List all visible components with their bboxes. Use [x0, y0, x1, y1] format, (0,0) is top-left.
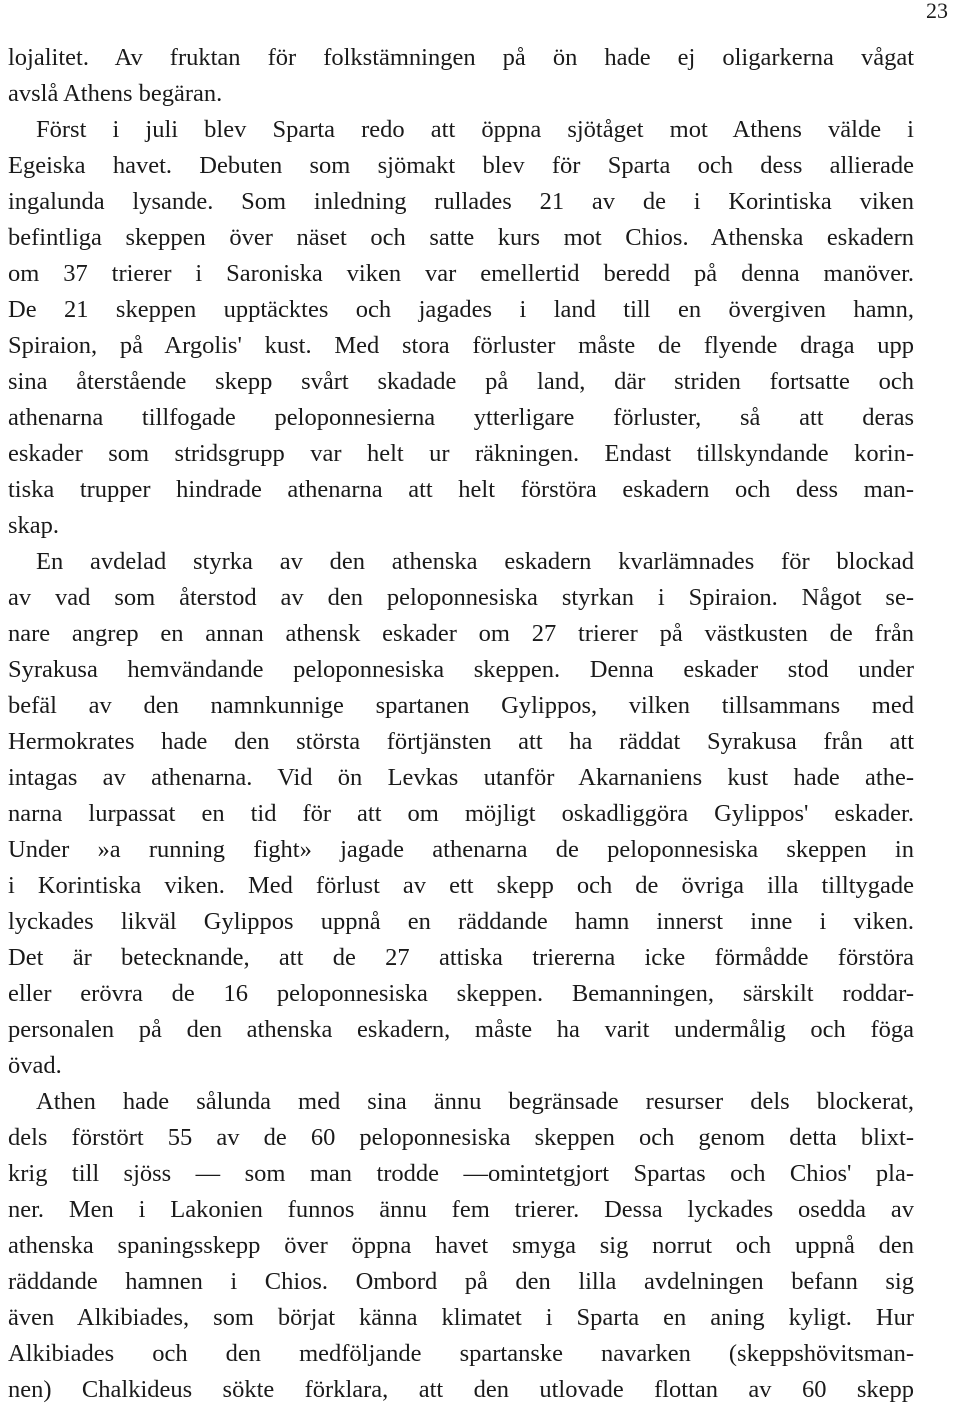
text-line: nen) Chalkideus sökte förklara, att den utlovade flottan av 60 skepp	[8, 1376, 914, 1403]
text-line: i Korintiska viken. Med förlust av ett skepp och de övriga illa tilltygade	[8, 872, 914, 899]
text-line: Under »a running fight» jagade athenarna de peloponnesiska skeppen in	[8, 836, 914, 863]
text-line: narna lurpassat en tid för att om möjligt oskadliggöra Gylippos' eskader.	[8, 800, 914, 827]
text-line: nare angrep en annan athensk eskader om 27 trierer på västkusten de från	[8, 620, 914, 647]
text-line: Alkibiades och den medföljande spartanske navarken (skeppshövitsman-	[8, 1340, 914, 1367]
text-line: av vad som återstod av den peloponnesiska styrkan i Spiraion. Något se-	[8, 584, 914, 611]
text-line: eskader som stridsgrupp var helt ur räkningen. Endast tillskyndande korin-	[8, 440, 914, 467]
text-line: Syrakusa hemvändande peloponnesiska skeppen. Denna eskader stod under	[8, 656, 914, 683]
text-line: Athen hade sålunda med sina ännu begränsade resurser dels blockerat,	[36, 1088, 914, 1115]
text-line: ner. Men i Lakonien funnos ännu fem trierer. Dessa lyckades osedda av	[8, 1196, 914, 1223]
text-line: befintliga skeppen över näset och satte kurs mot Chios. Athenska eskadern	[8, 224, 914, 251]
text-line: skap.	[8, 512, 60, 539]
page-number: 23	[926, 0, 948, 23]
text-line: En avdelad styrka av den athenska eskadern kvarlämnades för blockad	[36, 548, 914, 575]
text-line: även Alkibiades, som börjat känna klimatet i Sparta en aning kyligt. Hur	[8, 1304, 914, 1331]
text-line: athenska spaningsskepp över öppna havet smyga sig norrut och uppnå den	[8, 1232, 914, 1259]
text-line: Det är betecknande, att de 27 attiska triererna icke förmådde förstöra	[8, 944, 914, 971]
text-line: Först i juli blev Sparta redo att öppna sjötåget mot Athens välde i	[36, 116, 914, 143]
text-line: Hermokrates hade den största förtjänsten att ha räddat Syrakusa från att	[8, 728, 914, 755]
text-line: befäl av den namnkunnige spartanen Gylippos, vilken tillsammans med	[8, 692, 914, 719]
text-line: övad.	[8, 1052, 62, 1079]
text-line: Egeiska havet. Debuten som sjömakt blev för Sparta och dess allierade	[8, 152, 914, 179]
text-line: eller erövra de 16 peloponnesiska skeppen. Bemanningen, särskilt roddar-	[8, 980, 914, 1007]
text-line: athenarna tillfogade peloponnesierna ytterligare förluster, så att deras	[8, 404, 914, 431]
body-text	[8, 40, 914, 1408]
text-line: lyckades likväl Gylippos uppnå en räddande hamn innerst inne i viken.	[8, 908, 914, 935]
text-line: tiska trupper hindrade athenarna att helt förstöra eskadern och dess man-	[8, 476, 914, 503]
text-line: krig till sjöss — som man trodde —omintetgjort Spartas och Chios' pla-	[8, 1160, 914, 1187]
text-line: ingalunda lysande. Som inledning rullades 21 av de i Korintiska viken	[8, 188, 914, 215]
text-line: avslå Athens begäran.	[8, 80, 223, 107]
text-line: sina återstående skepp svårt skadade på land, där striden fortsatte och	[8, 368, 914, 395]
text-line: De 21 skeppen upptäcktes och jagades i land till en övergiven hamn,	[8, 296, 914, 323]
text-line: Spiraion, på Argolis' kust. Med stora förluster måste de flyende draga upp	[8, 332, 914, 359]
text-line: räddande hamnen i Chios. Ombord på den lilla avdelningen befann sig	[8, 1268, 914, 1295]
text-line: dels förstört 55 av de 60 peloponnesiska skeppen och genom detta blixt-	[8, 1124, 914, 1151]
text-line: lojalitet. Av fruktan för folkstämningen på ön hade ej oligarkerna vågat	[8, 44, 914, 71]
text-line: personalen på den athenska eskadern, måste ha varit undermålig och föga	[8, 1016, 914, 1043]
text-line: om 37 trierer i Saroniska viken var emellertid beredd på denna manöver.	[8, 260, 914, 287]
text-line: intagas av athenarna. Vid ön Levkas utanför Akarnaniens kust hade athe-	[8, 764, 914, 791]
